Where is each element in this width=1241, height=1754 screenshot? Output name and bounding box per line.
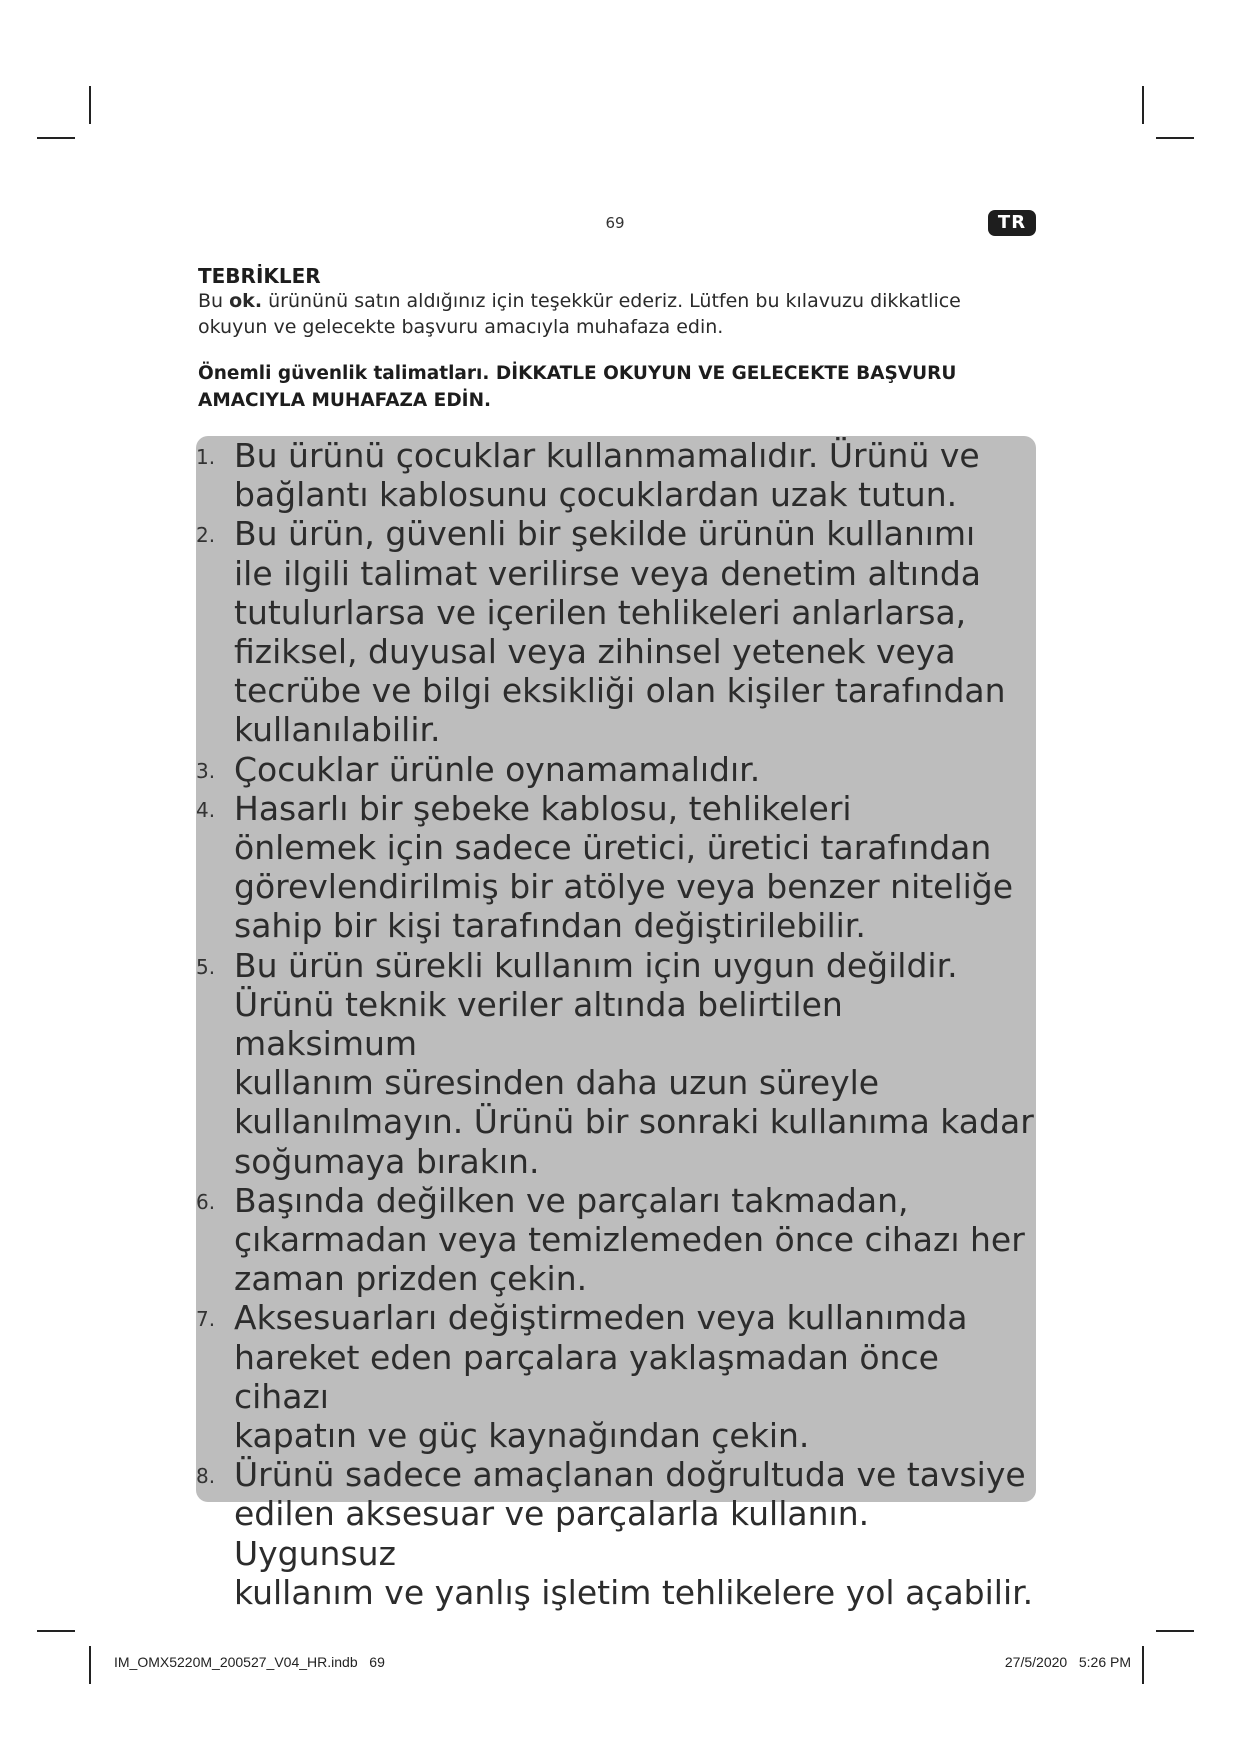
- instruction-line: fiziksel, duyusal veya zihinsel yetenek veya: [234, 632, 956, 672]
- crop-mark-bottom-right-vertical: [1142, 1646, 1144, 1684]
- instruction-line: soğumaya bırakın.: [234, 1141, 540, 1181]
- instruction-line: ile ilgili talimat verilirse veya denetim altında: [234, 553, 982, 593]
- page-number: 69: [605, 214, 625, 232]
- instruction-number: 1.: [196, 445, 216, 469]
- instruction-line: Bu ürünü çocuklar kullanmamalıdır. Ürünü ve: [234, 436, 980, 475]
- crop-mark-bottom-right-horizontal: [1156, 1630, 1194, 1632]
- intro-text-line2: okuyun ve gelecekte başvuru amacıyla muhafaza edin.: [198, 316, 724, 338]
- instruction-item: [196, 1455, 1036, 1612]
- instruction-item: [196, 750, 1036, 789]
- instruction-line: çıkarmadan veya temizlemeden önce cihazı her: [234, 1220, 1025, 1260]
- intro-section: [198, 264, 1038, 414]
- instruction-line: kullanılmayın. Ürünü bir sonraki kullanıma kadar: [234, 1102, 1034, 1142]
- crop-mark-bottom-left-vertical: [89, 1646, 91, 1684]
- instruction-line: Hasarlı bir şebeke kablosu, tehlikeleri: [234, 788, 852, 828]
- instruction-line: hareket eden parçalara yaklaşmadan önce cihazı: [234, 1337, 939, 1416]
- instruction-line: Aksesuarları değiştirmeden veya kullanımda: [234, 1298, 968, 1338]
- instruction-line: Bu ürün, güvenli bir şekilde ürünün kullanımı: [234, 514, 976, 554]
- instruction-line: Bu ürün sürekli kullanım için uygun değildir.: [234, 945, 958, 985]
- footer-filename: IM_OMX5220M_200527_V04_HR.indb: [114, 1654, 358, 1670]
- crop-mark-top-right-horizontal: [1156, 137, 1194, 139]
- crop-mark-bottom-left-horizontal: [37, 1630, 75, 1632]
- safety-instructions-list: [196, 436, 1036, 1612]
- footer-date: 27/5/2020: [1004, 1654, 1068, 1670]
- crop-mark-top-right-vertical: [1142, 86, 1144, 124]
- instruction-line: kullanım ve yanlış işletim tehlikelere yol açabilir.: [234, 1572, 1034, 1612]
- instruction-line: kapatın ve güç kaynağından çekin.: [234, 1416, 810, 1456]
- safety-heading: [198, 360, 1038, 414]
- instruction-line: edilen aksesuar ve parçalarla kullanın. Uygunsuz: [234, 1494, 870, 1573]
- instruction-item: [196, 789, 1036, 946]
- instruction-number: 2.: [196, 523, 216, 548]
- instruction-item: [196, 436, 1036, 514]
- intro-text-prefix: Bu: [198, 290, 230, 312]
- instruction-line: Ürünü teknik veriler altında belirtilen maksimum: [234, 984, 843, 1064]
- instruction-line: görevlendirilmiş bir atölye veya benzer niteliğe: [234, 867, 1014, 907]
- instruction-number: 3.: [196, 758, 216, 783]
- instruction-line: tutulurlarsa ve içerilen tehlikeleri anlarlarsa,: [234, 592, 967, 632]
- intro-text-line1: ürününü satın aldığınız için teşekkür ederiz. Lütfen bu kılavuzu dikkatlice: [262, 290, 961, 312]
- footer-timestamp: [1005, 1654, 1131, 1670]
- instruction-number: 7.: [196, 1307, 216, 1332]
- instruction-line: Çocuklar ürünle oynamamalıdır.: [234, 749, 761, 789]
- instruction-line: önlemek için sadece üretici, üretici tarafından: [234, 828, 992, 868]
- instruction-line: bağlantı kablosunu çocuklardan uzak tutun.: [234, 475, 958, 515]
- language-badge: TR: [988, 210, 1036, 236]
- instruction-number: 5.: [196, 954, 216, 979]
- instruction-line: sahip bir kişi tarafından değiştirilebilir.: [234, 906, 866, 946]
- safety-instructions-box: [196, 436, 1036, 1612]
- instruction-item: [196, 1181, 1036, 1299]
- instruction-line: kullanılabilir.: [234, 710, 441, 750]
- crop-mark-top-left-vertical: [89, 86, 91, 124]
- instruction-item: [196, 514, 1036, 749]
- instruction-line: tecrübe ve bilgi eksikliği olan kişiler tarafından: [234, 671, 1006, 711]
- instruction-line: zaman prizden çekin.: [234, 1259, 588, 1299]
- brand-name: ok.: [229, 290, 263, 312]
- footer-file-info: [114, 1654, 385, 1670]
- intro-title: TEBRİKLER: [198, 264, 321, 288]
- instruction-line: Başında değilken ve parçaları takmadan,: [234, 1180, 909, 1220]
- instruction-line: kullanım süresinden daha uzun süreyle: [234, 1063, 880, 1103]
- safety-heading-line2: AMACIYLA MUHAFAZA EDİN.: [198, 390, 492, 411]
- intro-text: [198, 288, 1038, 340]
- footer-page: 69: [369, 1654, 385, 1670]
- safety-heading-line1: Önemli güvenlik talimatları. DİKKATLE OKUYUN VE GELECEKTE BAŞVURU: [198, 363, 957, 384]
- instruction-number: 4.: [196, 797, 216, 822]
- instruction-number: 6.: [196, 1189, 216, 1214]
- instruction-number: 8.: [196, 1464, 216, 1489]
- instruction-line: Ürünü sadece amaçlanan doğrultuda ve tavsiye: [234, 1455, 1026, 1495]
- crop-mark-top-left-horizontal: [37, 137, 75, 139]
- footer-time: 5:26 PM: [1078, 1654, 1131, 1670]
- instruction-item: [196, 946, 1036, 1181]
- instruction-item: [196, 1298, 1036, 1455]
